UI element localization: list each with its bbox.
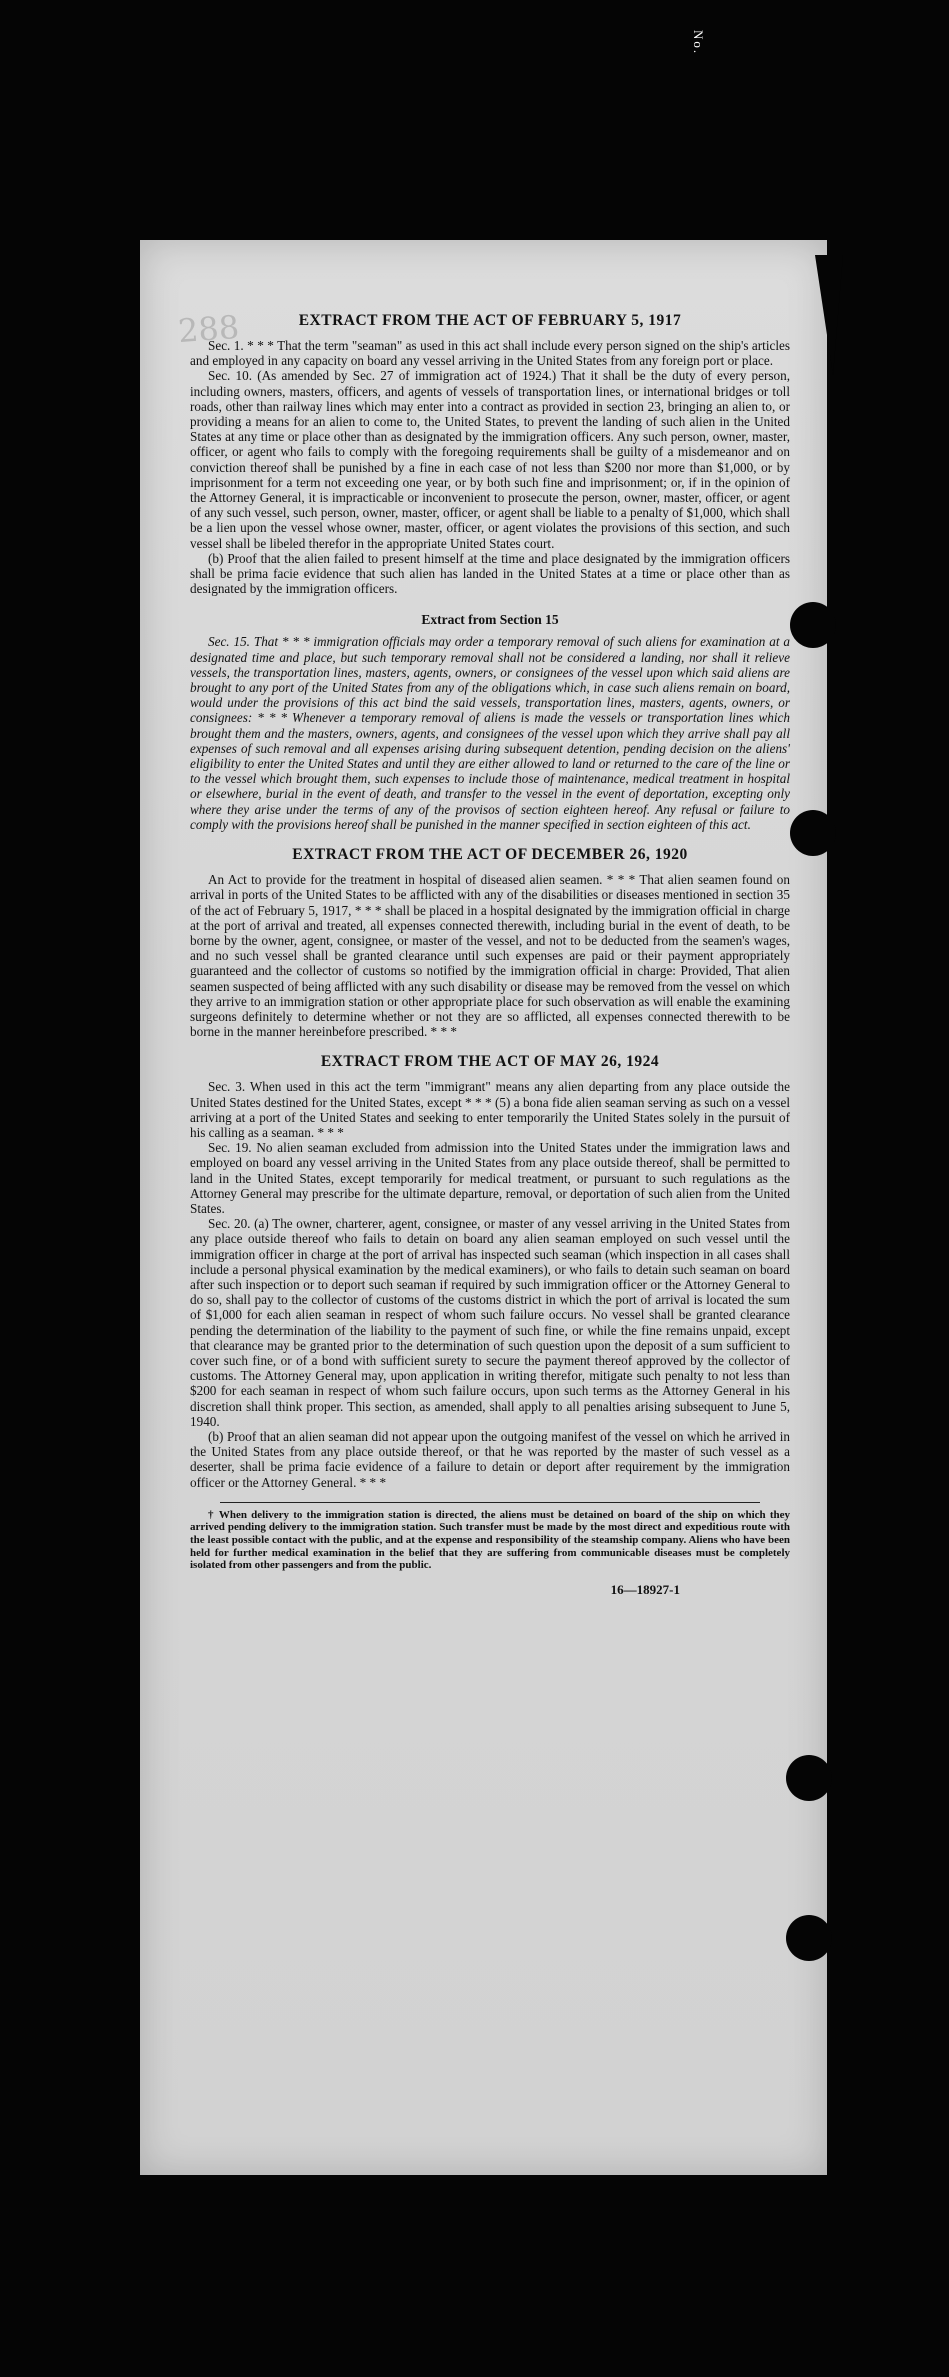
torn-corner xyxy=(815,255,843,375)
paragraph-sec-15: Sec. 15. That * * * immigration officials may order a temporary removal of such aliens for examination at a designated time and place, but such temporary removal shall not be considered a landing, nor shall it relieve vessels, the transportation lines, masters, agents, owners, or consignees of the vessel upon which said aliens are brought to any port of the United States from any of the obligations which, in case such aliens remain on board, would under the provisions of this act bind the said vessels, transportation lines, masters, agents, owners, or consignees: * * * Whenever a temporary removal of aliens is made the vessels or transportation lines which brought them and the masters, owners, agents, and consignees of the vessel upon which they arrive shall pay all expenses of such removal and all expenses arising during subsequent detention, pending decision on the aliens' eligibility to enter the United States and until they are either allowed to land or returned to the care of the line or to the vessel which brought them, such expenses to include those of maintenance, medical treatment in hospital or elsewhere, burial in the event of death, and transfer to the vessel in the event of deportation, excepting only where they arise under the terms of any of the provisos of section eighteen hereof. Any refusal or failure to comply with the provisions hereof shall be punished in the manner specified in section eighteen of this act. xyxy=(190,634,790,832)
form-number: 16—18927-1 xyxy=(610,1581,680,1597)
faded-stamp-number: 288 xyxy=(176,307,241,351)
section-heading-1917: EXTRACT FROM THE ACT OF FEBRUARY 5, 1917 xyxy=(298,312,682,329)
footnote-divider xyxy=(220,1502,760,1503)
punch-hole-2 xyxy=(790,810,836,856)
paragraph-act-1920: An Act to provide for the treatment in hospital of diseased alien seamen. * * * That alien seamen found on arrival in ports of the United States to be afflicted with any of the disabilities or diseases mentioned in section 35 of the act of February 5, 1917, * * * shall be placed in a hospital designated by the immigration official in charge at the port of arrival and treated, all expenses connected therewith, including burial in the event of death, to be borne by the owner, agent, consignee, or master of the vessel, and not to be deducted from the seamen's wages, and no such vessel shall be granted clearance until such expenses are paid or their payment appropriately guaranteed and the collector of customs so notified by the immigration official in charge: Provided, That alien seamen suspected of being afflicted with any such disability or disease may be removed from the vessel on which they arrive to an immigration station or other appropriate place for such observation as will enable the examining surgeons definitely to determine whether or not they are so afflicted, all expenses connected therewith to be borne in the manner hereinbefore prescribed. * * * xyxy=(190,872,790,1040)
section-subheading-15: Extract from Section 15 xyxy=(421,612,559,628)
punch-hole-4 xyxy=(786,1915,832,1961)
section-heading-1924: EXTRACT FROM THE ACT OF MAY 26, 1924 xyxy=(320,1053,660,1071)
paragraph-sec-1: Sec. 1. * * * That the term "seaman" as used in this act shall include every person signed on the ship's articles and employed in any capacity on board any vessel arriving in the United States from any foreign port or place. xyxy=(190,338,790,369)
paragraph-sec-19: Sec. 19. No alien seaman excluded from admission into the United States under the immigration laws and employed on board any vessel arriving in the United States from any place outside thereof, shall be permitted to land in the United States, except temporarily for medical treatment, or pursuant to such regulations as the Attorney General may prescribe for the ultimate departure, removal, or deportation of such alien from the United States. xyxy=(190,1140,790,1216)
paragraph-sec-3: Sec. 3. When used in this act the term "immigrant" means any alien departing from any place outside the United States destined for the United States, except * * * (5) a bona fide alien seaman serving as such on a vessel arriving at a port of the United States and seeking to enter temporarily the United States solely in the pursuit of his calling as a seaman. * * * xyxy=(190,1079,790,1140)
section-heading-1920: EXTRACT FROM THE ACT OF DECEMBER 26, 1920 xyxy=(292,846,688,864)
document-content xyxy=(190,312,790,1598)
paragraph-sec-10: Sec. 10. (As amended by Sec. 27 of immigration act of 1924.) That it shall be the duty of every person, including owners, masters, officers, and agents of vessels of transportation lines, or international bridges or toll roads, other than railway lines which may enter into a contract as provided in section 23, bringing an alien to, or providing a means for an alien to come to, the United States, to prevent the landing of such alien in the United States at any time or place other than as designated by the immigration officers. Any such person, owner, master, officer, or agent who fails to comply with the foregoing requirements shall be guilty of a misdemeanor and on conviction thereof shall be punished by a fine in each case of not less than $200 nor more than $1,000, or by imprisonment for a term not exceeding one year, or by both such fine and imprisonment; or, if in the opinion of the Attorney General, it is impracticable or inconvenient to prosecute the person, owner, master, officer, or agent of any such vessel, such person, owner, master, officer, or agent shall be liable to a penalty of $1,000, which shall be a lien upon the vessel whose owner, master, officer, or agent violates the provisions of this section, and such vessel shall be libeled therefor in the appropriate United States court. xyxy=(190,368,790,551)
punch-hole-1 xyxy=(790,602,836,648)
footnote: † When delivery to the immigration station is directed, the aliens must be detained on board of the ship on which they arrived pending delivery to the immigration station. Such transfer must be made by the most direct and expeditious route with the least possible contact with the public, and at the expense and responsibility of the steamship company. Aliens who have been held for further medical examination in the belief that they are suffering from communicable diseases must be completely isolated from other passengers and from the public. xyxy=(190,1508,790,1572)
paragraph-sec-10b: (b) Proof that the alien failed to present himself at the time and place designated by the immigration officers shall be prima facie evidence that such alien has landed in the United States at a time or place other than as designated by the immigration officers. xyxy=(190,550,790,597)
document-page xyxy=(140,240,827,2175)
corner-mark: No. xyxy=(691,30,706,56)
paragraph-sec-20a: Sec. 20. (a) The owner, charterer, agent, consignee, or master of any vessel arriving in the United States from any place outside thereof who fails to detain on board any alien seaman employed on such vessel until the immigration officer in charge at the port of arrival has inspected such seaman (which inspection in all cases shall include a personal physical examination by the medical examiners), or who fails to detain such seaman on board after such inspection or to deport such seaman if required by such immigration officer or the Attorney General to do so, shall pay to the collector of customs of the customs district in which the port of arrival is located the sum of $1,000 for each alien seaman in respect of whom such failure occurs. No vessel shall be granted clearance pending the determination of the liability to the payment of such fine, or while the fine remains unpaid, except that clearance may be granted prior to the determination of such question upon the deposit of a sum sufficient to cover such fine, or of a bond with sufficient surety to secure the payment thereof approved by the collector of customs. The Attorney General may, upon application in writing therefor, mitigate such penalty to not less than $200 for each seaman in respect of whom such failure occurs, upon such terms as the Attorney General in his discretion shall think proper. This section, as amended, shall apply to all penalties arising subsequent to June 5, 1940. xyxy=(190,1216,790,1429)
paragraph-sec-20b: (b) Proof that an alien seaman did not appear upon the outgoing manifest of the vessel on which he arrived in the United States from any place outside thereof, or that he was reported by the master of such vessel as a deserter, shall be prima facie evidence of a failure to detain or deport after requirement by the immigration officer or the Attorney General. * * * xyxy=(190,1429,790,1490)
punch-hole-3 xyxy=(786,1755,832,1801)
